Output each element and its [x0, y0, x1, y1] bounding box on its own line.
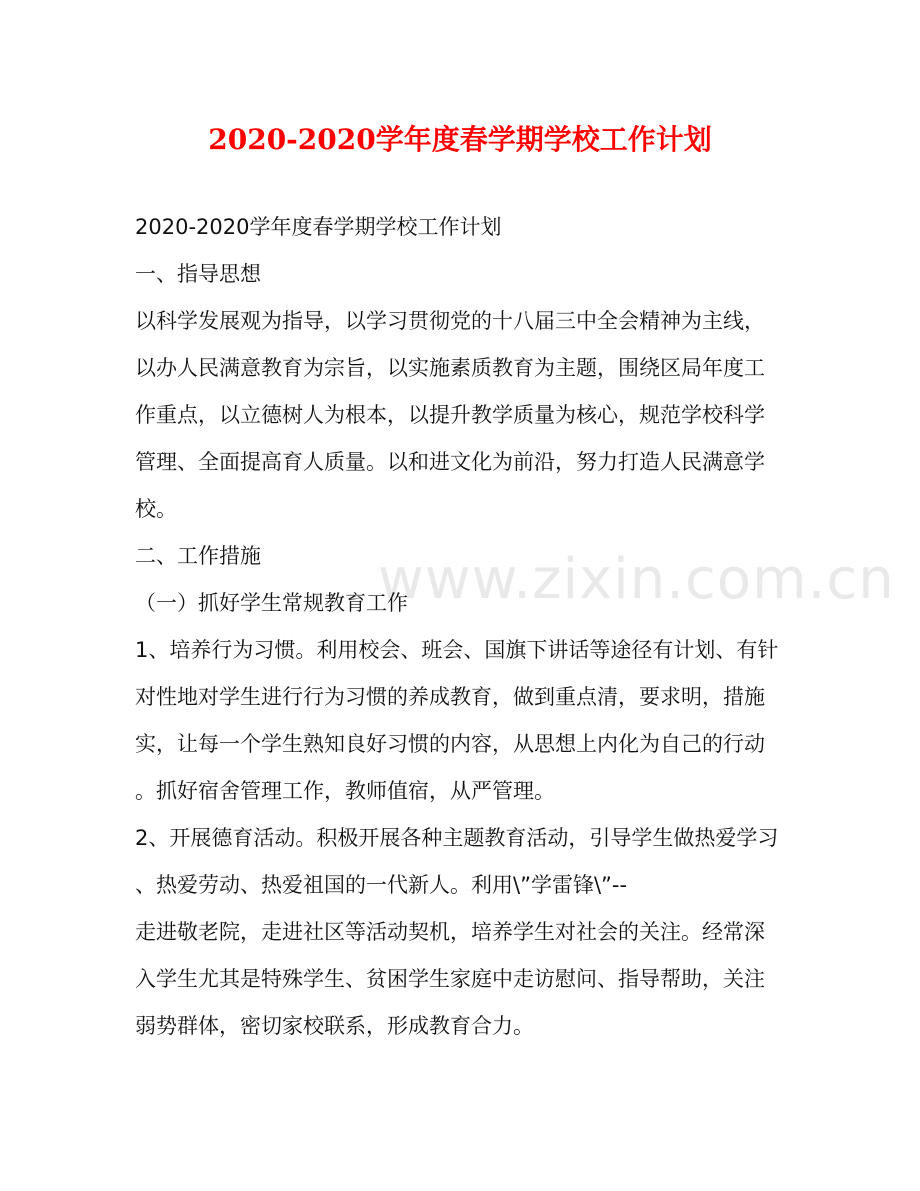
watermark: www.zixin.com.cn	[378, 547, 895, 612]
paragraph-line: 2、开展德育活动。积极开展各种主题教育活动，引导学生做热爱学习	[135, 826, 779, 850]
document-title: 2020-2020学年度春学期学校工作计划	[208, 123, 712, 156]
section-heading-1: 一、指导思想	[135, 262, 261, 286]
paragraph-line: 1、培养行为习惯。利用校会、班会、国旗下讲话等途径有计划、有针	[135, 638, 779, 662]
subtitle-line: 2020-2020学年度春学期学校工作计划	[135, 215, 502, 239]
paragraph-line: 走进敬老院，走进社区等活动契机，培养学生对社会的关注。经常深	[135, 920, 765, 944]
paragraph-line: 实，让每一个学生熟知良好习惯的内容，从思想上内化为自己的行动	[135, 732, 765, 756]
document-body	[135, 204, 785, 1050]
section-heading-2: 二、工作措施	[135, 544, 261, 568]
paragraph-line: 作重点，以立德树人为根本，以提升教学质量为核心，规范学校科学	[135, 403, 765, 427]
paragraph-line: 弱势群体，密切家校联系，形成教育合力。	[135, 1014, 534, 1038]
paragraph-line: 管理、全面提高育人质量。以和进文化为前沿，努力打造人民满意学	[135, 450, 765, 474]
paragraph-line: 对性地对学生进行行为习惯的养成教育，做到重点清，要求明，措施	[135, 685, 765, 709]
paragraph-line: 、热爱劳动、热爱祖国的一代新人。利用\”学雷锋\”--	[135, 873, 628, 897]
paragraph-line: 。抓好宿舍管理工作，教师值宿，从严管理。	[135, 779, 555, 803]
paragraph-line: 校。	[135, 497, 177, 521]
paragraph-line: 以科学发展观为指导，以学习贯彻党的十八届三中全会精神为主线，	[135, 309, 765, 333]
paragraph-line: 以办人民满意教育为宗旨，以实施素质教育为主题，围绕区局年度工	[135, 356, 765, 380]
paragraph-line: 入学生尤其是特殊学生、贫困学生家庭中走访慰问、指导帮助，关注	[135, 967, 765, 991]
subsection-heading: （一）抓好学生常规教育工作	[135, 591, 408, 615]
